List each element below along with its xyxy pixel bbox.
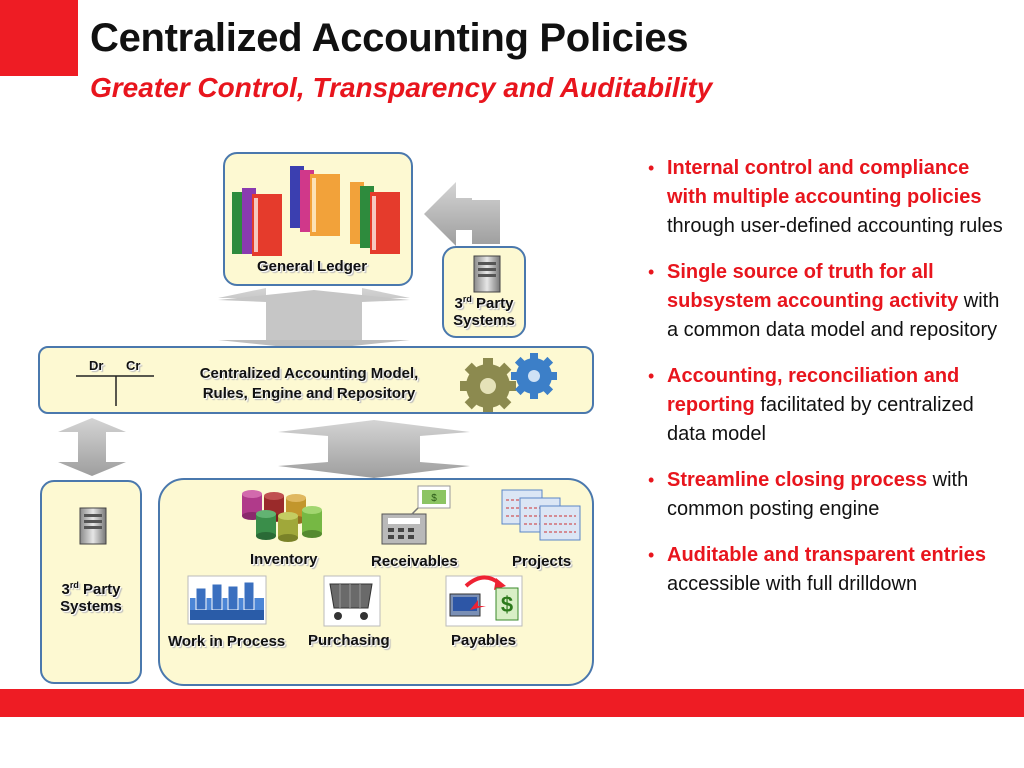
cash-register-icon xyxy=(378,484,454,550)
svg-text:$: $ xyxy=(500,592,514,617)
debit-label: Dr xyxy=(89,358,104,373)
list-item: • Auditable and transparent entries accessible with full drilldown xyxy=(646,541,1006,599)
projects-label: Projects xyxy=(512,553,572,570)
work-in-process-label: Work in Process xyxy=(168,633,286,650)
work-in-process-icon xyxy=(186,574,268,626)
t-account-icon xyxy=(74,372,156,408)
gears-icon xyxy=(458,350,564,412)
arrow-subsystems-to-model xyxy=(278,420,470,478)
purchasing-label: Purchasing xyxy=(308,632,390,649)
server-icon xyxy=(78,506,108,546)
credit-label: Cr xyxy=(126,358,141,373)
server-icon xyxy=(472,254,502,294)
shopping-cart-icon xyxy=(322,574,382,628)
inventory-label: Inventory xyxy=(250,551,318,568)
general-ledger-label: General Ledger xyxy=(257,258,368,275)
database-icon xyxy=(238,490,332,546)
project-charts-icon xyxy=(500,488,586,550)
list-item: • Internal control and compliance with multiple accounting policies through user-defined accounting rules xyxy=(646,154,1006,241)
payables-label: Payables xyxy=(451,632,517,649)
page-title: Centralized Accounting Policies xyxy=(90,16,689,60)
ledger-books-icon xyxy=(228,160,410,260)
accounting-model-label: Centralized Accounting Model, Rules, Engine and Repository xyxy=(199,365,419,402)
page-subtitle: Greater Control, Transparency and Auditability xyxy=(90,72,713,103)
arrow-model-to-ledger xyxy=(218,288,410,350)
third-party-left-label: 3rd Party Systems xyxy=(60,580,122,615)
list-item: • Single source of truth for all subsystem accounting activity with a common data model and repository xyxy=(646,258,1006,345)
receivables-label: Receivables xyxy=(371,553,458,570)
benefits-list xyxy=(646,154,1006,616)
footer-bar xyxy=(0,689,1024,717)
arrow-thirdparty-to-ledger xyxy=(424,182,500,246)
third-party-top-label: 3rd Party Systems xyxy=(453,294,515,329)
svg-text:$: $ xyxy=(431,493,437,504)
arrow-thirdparty-left-to-model xyxy=(58,418,126,476)
list-item: • Streamline closing process with common posting engine xyxy=(646,466,1006,524)
payables-icon xyxy=(444,570,524,628)
list-item: • Accounting, reconciliation and reporting facilitated by centralized data model xyxy=(646,362,1006,449)
